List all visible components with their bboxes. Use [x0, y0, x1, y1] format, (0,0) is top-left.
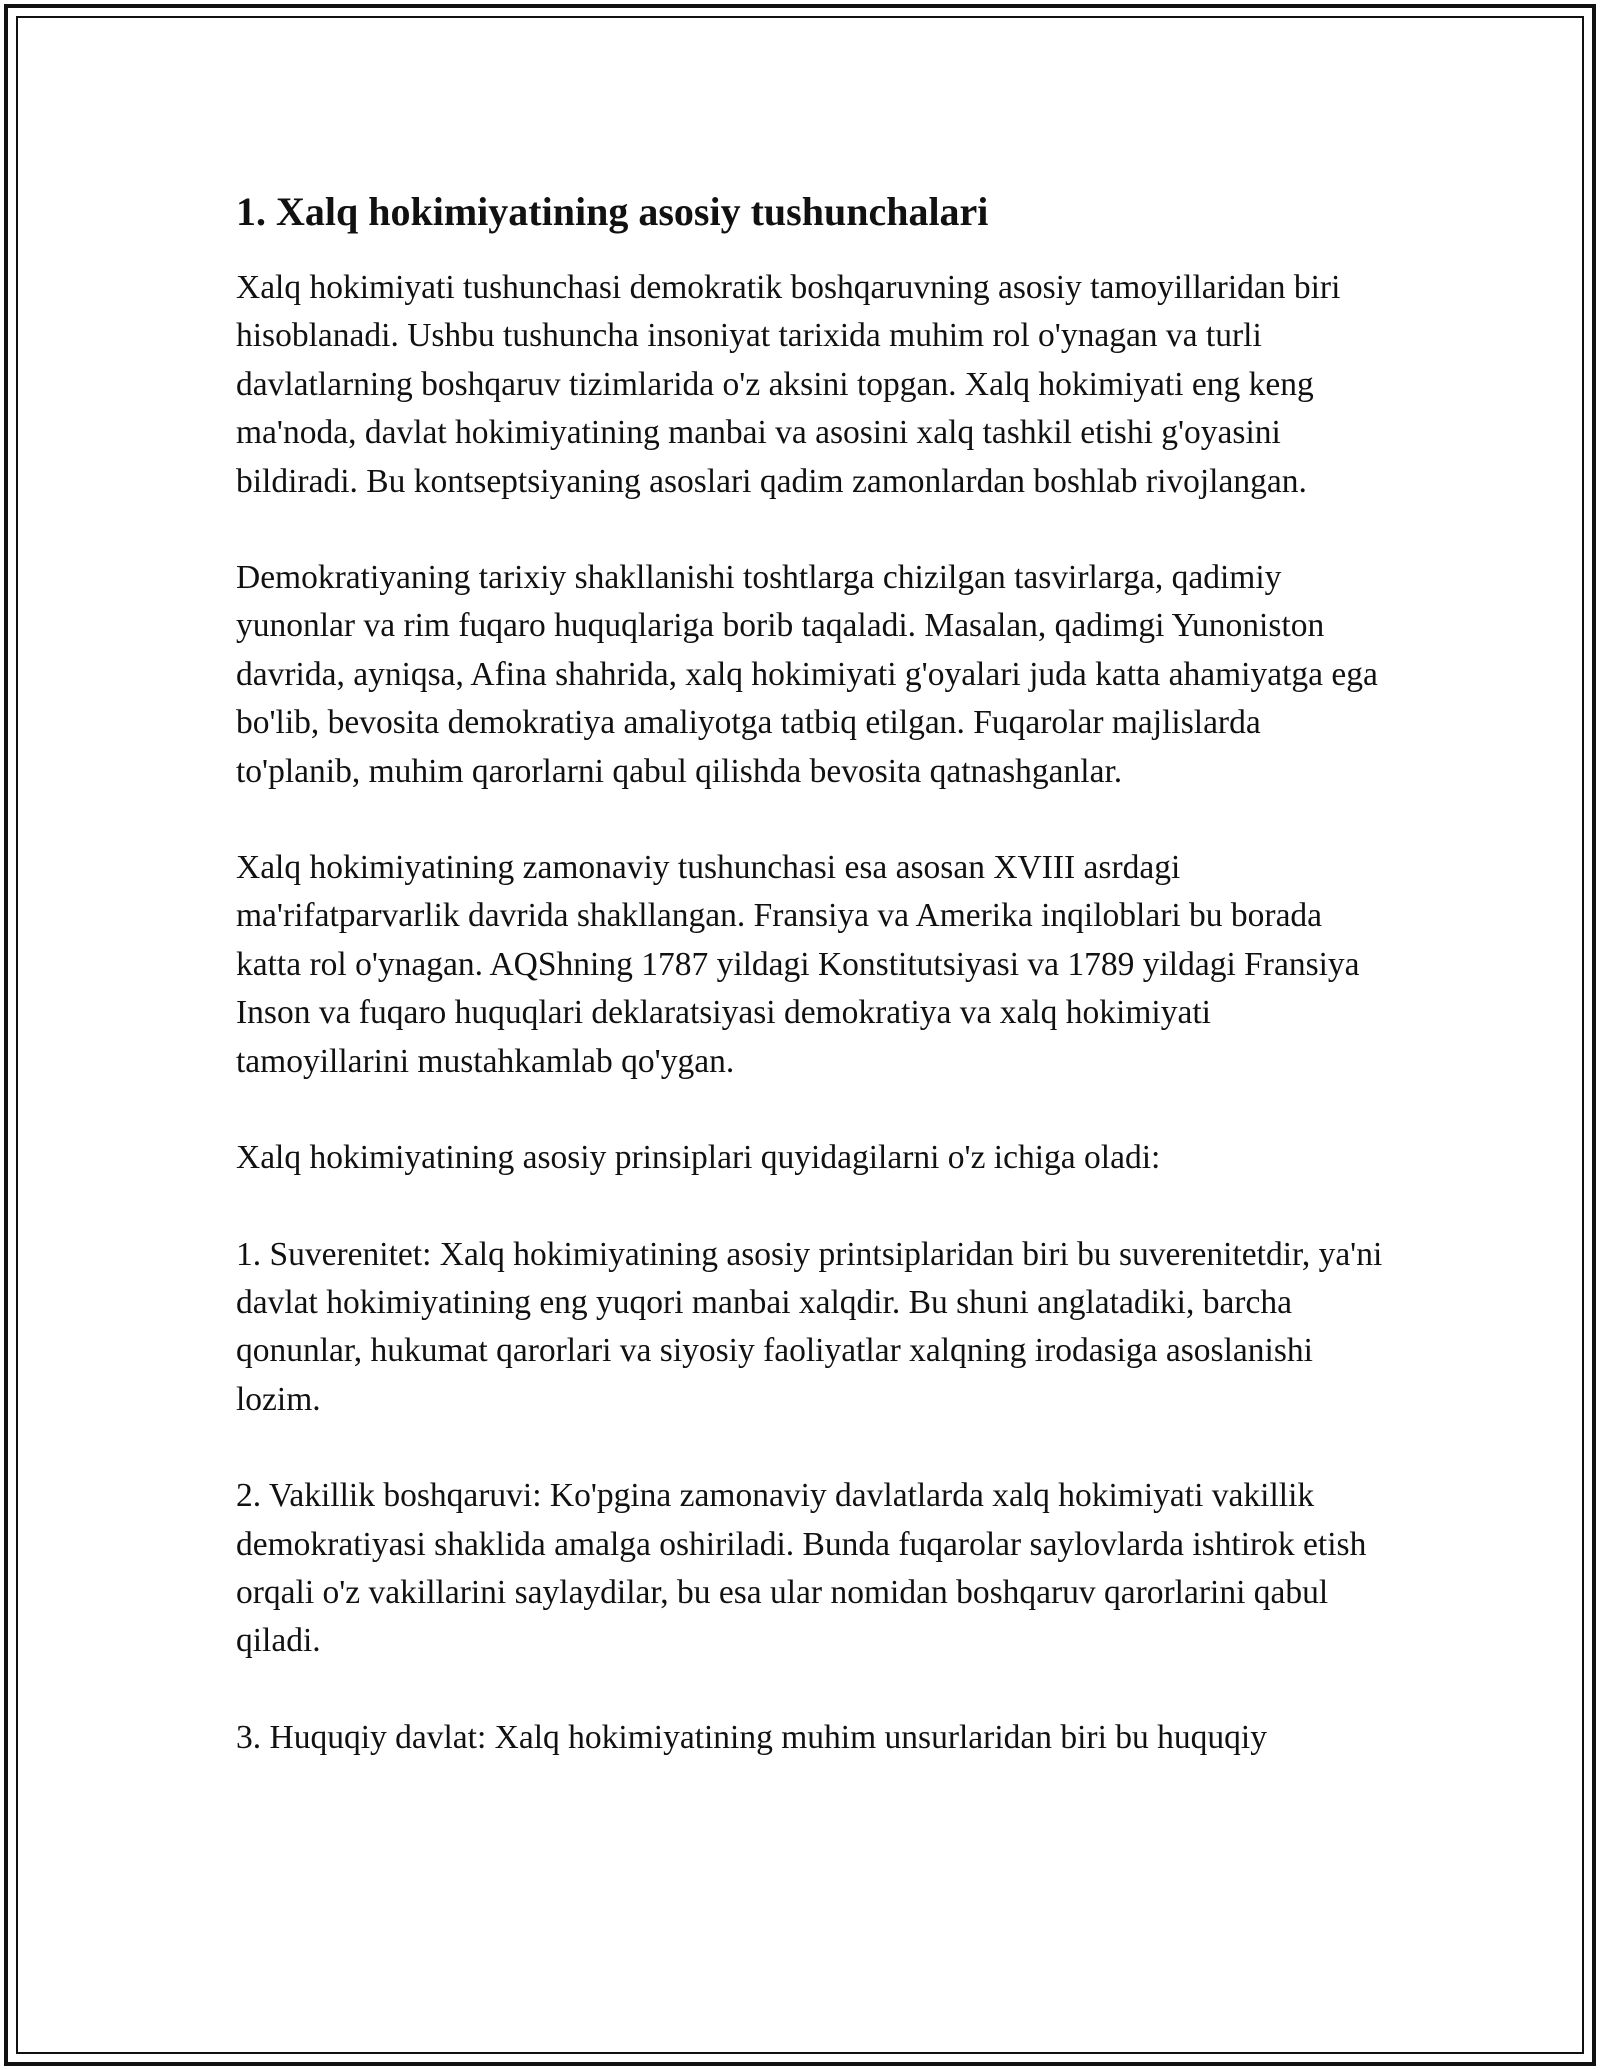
paragraph-modern: Xalq hokimiyatining zamonaviy tushunchasi esa asosan XVIII asrdagi ma'rifatparvarlik davrida shakllangan. Fransiya va Amerika inqiloblari bu borada katta rol o'ynagan. AQShning 1787 yildagi Konstitutsiyasi va 1789 yildagi Fransiya Inson va fuqaro huquqlari deklaratsiyasi demokratiya va xalq hokimiyati tamoyillarini mustahkamlab qo'ygan. [236, 849, 1360, 1080]
section-heading: 1. Xalq hokimiyatining asosiy tushunchalari [236, 189, 989, 234]
paragraph-history: Demokratiyaning tarixiy shakllanishi toshtlarga chizilgan tasvirlarga, qadimiy yunonlar va rim fuqaro huquqlariga borib taqaladi. Masalan, qadimgi Yunoniston davrida, ayniqsa, Afina shahrida, xalq hokimiyati g'oyalari juda katta ahamiyatga ega bo'lib, bevosita demokratiya amaliyotga tatbiq etilgan. Fuqarolar majlislarda to'planib, muhim qarorlarni qabul qilishda bevosita qatnashganlar. [236, 559, 1378, 790]
list-item-representation: 2. Vakillik boshqaruvi: Ko'pgina zamonaviy davlatlarda xalq hokimiyati vakillik demokratiyasi shaklida amalga oshiriladi. Bunda fuqarolar saylovlarda ishtirok etish orqali o'z vakillarini saylaydilar, bu esa ular nomidan boshqaruv qarorlarini qabul qiladi. [236, 1477, 1367, 1660]
paragraph-principles-intro: Xalq hokimiyatining asosiy prinsiplari quyidagilarni o'z ichiga oladi: [236, 1139, 1161, 1177]
list-item-rule-of-law: 3. Huquqiy davlat: Xalq hokimiyatining muhim unsurlaridan biri bu huquqiy [236, 1718, 1267, 1756]
paragraph-intro: Xalq hokimiyati tushunchasi demokratik boshqaruvning asosiy tamoyillaridan biri hisoblanadi. Ushbu tushuncha insoniyat tarixida muhim rol o'ynagan va turli davlatlarning boshqaruv tizimlarida o'z aksini topgan. Xalq hokimiyati eng keng ma'noda, davlat hokimiyatining manbai va asosini xalq tashkil etishi g'oyasini bildiradi. Bu kontseptsiyaning asoslari qadim zamonlardan boshlab rivojlangan. [236, 269, 1341, 500]
document-body [236, 186, 1386, 1762]
list-item-sovereignty: 1. Suverenitet: Xalq hokimiyatining asosiy printsiplaridan biri bu suverenitetdir, ya'ni davlat hokimiyatining eng yuqori manbai xalqdir. Bu shuni anglatadiki, barcha qonunlar, hukumat qarorlari va siyosiy faoliyatlar xalqning irodasiga asoslanishi lozim. [236, 1235, 1383, 1418]
